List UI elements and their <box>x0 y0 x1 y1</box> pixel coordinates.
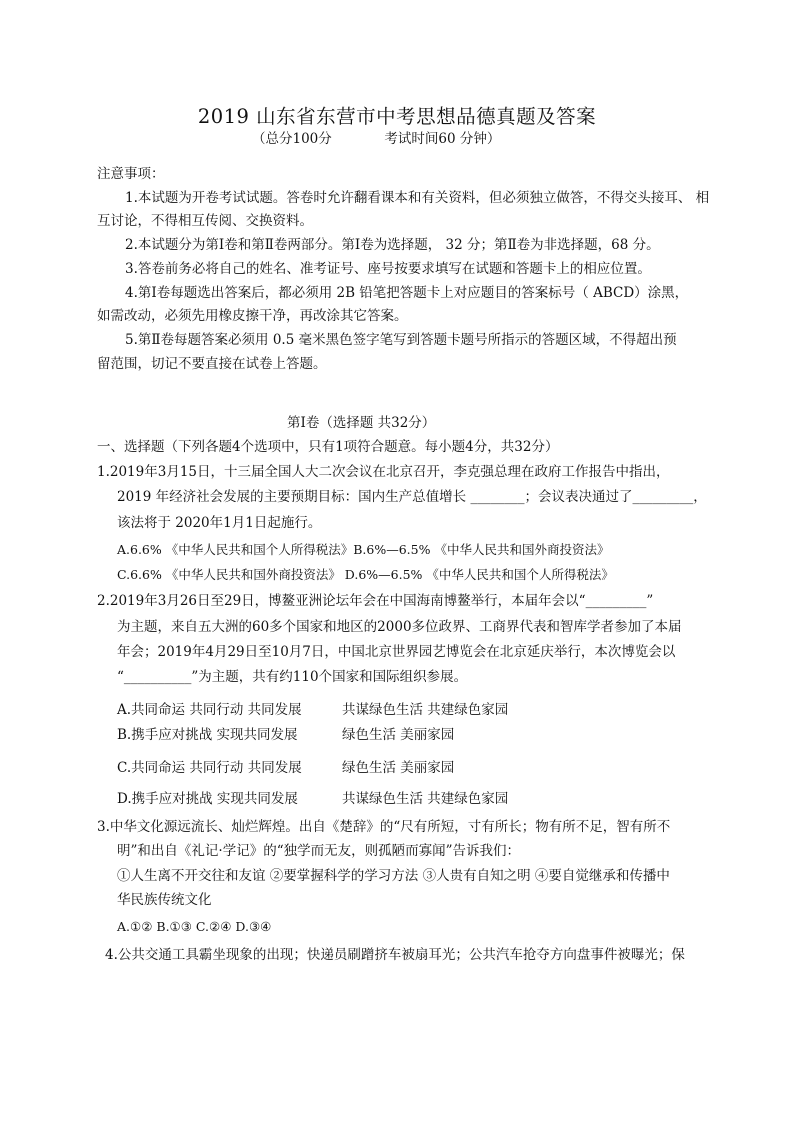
q3-line: ①人生离不开交往和友谊 ②要掌握科学的学习方法 ③人贵有自知之明 ④要自觉继承和传播中 <box>117 868 670 884</box>
q1-line: 1.2019年3月15日，十三届全国人大二次会议在北京召开，李克强总理在政府工作报告中指出， <box>97 464 670 480</box>
q3-line: 华民族传统文化 <box>117 892 212 908</box>
q3-line: 3.中华文化源远流长、灿烂辉煌。出自《楚辞》的“尺有所短，寸有所长；物有所不足，智有所不 <box>97 819 671 835</box>
q2-option-c: C.共同命运 共同行动 共同发展 <box>117 760 302 776</box>
q2-option-a-detail: 共谋绿色生活 共建绿色家园 <box>342 702 509 718</box>
exam-subtitle <box>252 127 500 147</box>
exam-title: 2019 山东省东营市中考思想品德真题及答案 <box>197 105 597 128</box>
q2-option-d-detail: 共谋绿色生活 共建绿色家园 <box>342 791 509 807</box>
notice-line: 4.第Ⅰ卷每题选出答案后，都必须用 2B 铅笔把答题卡上对应题目的答案标号（ ABCD）涂黑， <box>125 285 689 301</box>
notice-line: 3.答卷前务必将自己的姓名、准考证号、座号按要求填写在试题和答题卡上的相应位置。 <box>125 261 651 277</box>
q1-line: 该法将于 2020年1月1日起施行。 <box>117 515 322 531</box>
q2-line: 为主题，来自五大洲的60多个国家和地区的2000多位政界、工商界代表和智库学者参加了本届 <box>117 619 682 635</box>
notice-line: 留范围，切记不要直接在试卷上答题。 <box>97 356 327 372</box>
q1-option-line: A.6.6% 《中华人民共和国个人所得税法》B.6%—6.5% 《中华人民共和国外商投资法》 <box>117 542 610 557</box>
notice-heading: 注意事项： <box>97 166 165 182</box>
notice-line: 5.第Ⅱ卷每题答案必须用 0.5 毫米黑色签字笔写到答题卡题号所指示的答题区域，不得超出预 <box>125 332 677 348</box>
q2-line: “__________”为主题，共有约110个国家和国际组织参展。 <box>117 669 468 685</box>
notice-line: 2.本试题分为第Ⅰ卷和第Ⅱ卷两部分。第Ⅰ卷为选择题， 32 分；第Ⅱ卷为非选择题，68 分。 <box>125 237 660 253</box>
q2-option-b: B.携手应对挑战 实现共同发展 <box>117 727 298 743</box>
q4-line: 4.公共交通工具霸坐现象的出现；快递员刷蹭挤车被扇耳光；公共汽车抢夺方向盘事件被曝光；保 <box>105 947 685 963</box>
notice-line: 如需改动，必须先用橡皮擦干净，再改涂其它答案。 <box>97 308 408 324</box>
q1-line: 2019 年经济社会发展的主要预期目标：国内生产总值增长 ________；会议表决通过了_________， <box>117 489 707 505</box>
q3-line: 明”和出自《礼记·学记》的“独学而无友，则孤陋而寡闻”告诉我们： <box>117 843 520 859</box>
section-title: 第Ⅰ卷（选择题 共32分） <box>287 415 436 431</box>
q2-option-c-detail: 绿色生活 美丽家园 <box>342 760 455 776</box>
q2-line: 年会；2019年4月29日至10月7日，中国北京世界园艺博览会在北京延庆举行，本次博览会以 <box>117 644 676 660</box>
notice-line: 1.本试题为开卷考试试题。答卷时允许翻看课本和有关资料，但必须独立做答，不得交头接耳、 相 <box>125 190 710 206</box>
exam-time: 考试时间60 分钟） <box>384 131 501 147</box>
q2-option-b-detail: 绿色生活 美丽家园 <box>342 727 455 743</box>
q2-line: 2.2019年3月26日至29日，博鳌亚洲论坛年会在中国海南博鳌举行，本届年会以“_________” <box>97 593 654 609</box>
q2-option-a: A.共同命运 共同行动 共同发展 <box>117 702 302 718</box>
notice-line: 互讨论，不得相互传阅、交换资料。 <box>97 213 313 229</box>
q2-option-d: D.携手应对挑战 实现共同发展 <box>117 791 298 807</box>
total-score: （总分100分 <box>252 131 332 147</box>
section-instruction: 一、选择题（下列各题4个选项中，只有1项符合题意。每小题4分，共32分） <box>97 439 559 455</box>
q3-options: A.①② B.①③ C.②④ D.③④ <box>117 919 272 934</box>
q1-option-line: C.6.6% 《中华人民共和国外商投资法》 D.6%—6.5% 《中华人民共和国个人所得税法》 <box>117 567 614 582</box>
